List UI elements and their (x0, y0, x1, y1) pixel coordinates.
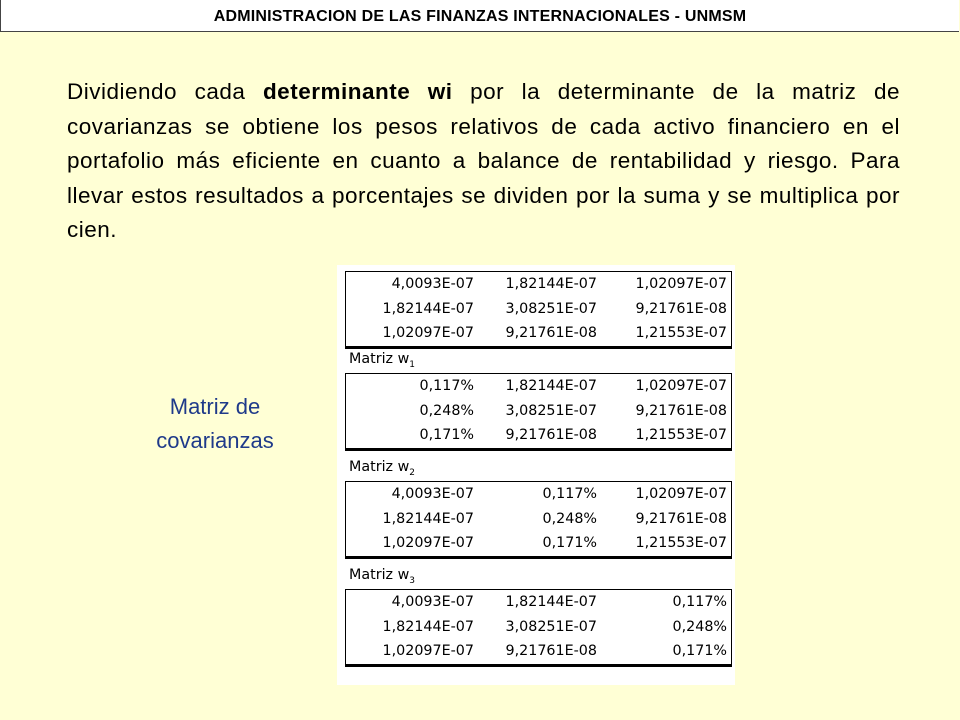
table-row (346, 374, 731, 399)
table-row (346, 482, 731, 507)
matrix-w2-label-sub: 2 (409, 467, 416, 478)
matrix-cell: 1,21553E-07 (635, 535, 727, 551)
covariance-matrix-caption (110, 390, 320, 458)
matrix-w1-label-text: Matriz w (349, 351, 410, 367)
matrix-cell: 1,82144E-07 (382, 300, 474, 317)
matrix-cell: 3,08251E-07 (505, 618, 597, 635)
matrix-cell: 1,02097E-07 (635, 276, 727, 292)
matrix-w2-block (345, 481, 732, 559)
matrix-cell: 1,21553E-07 (635, 427, 727, 443)
matrix-w2-label (349, 457, 415, 477)
matrix-cell: 1,82144E-07 (382, 510, 474, 527)
matrix-cell: 3,08251E-07 (505, 300, 597, 317)
table-row (346, 507, 731, 532)
matrix-w3-block (345, 589, 732, 667)
matrix-cell: 1,02097E-07 (635, 378, 727, 394)
matrix-w1-label (349, 349, 415, 369)
matrix-cell: 0,117% (672, 594, 727, 610)
matrix-w1-label-sub: 1 (409, 359, 416, 370)
paragraph-bold-term: determinante wi (262, 79, 453, 104)
matrix-cell: 0,248% (542, 510, 597, 527)
matrix-cell: 0,117% (419, 378, 474, 394)
matrix-cell: 0,171% (419, 427, 474, 443)
matrix-cell: 1,02097E-07 (382, 535, 474, 551)
table-row (346, 639, 731, 664)
table-row (346, 423, 731, 448)
explanation-paragraph (67, 75, 900, 248)
matrix-cell: 1,82144E-07 (382, 618, 474, 635)
matrix-w3-label-sub: 3 (409, 575, 416, 586)
caption-line-1: Matriz de (169, 394, 261, 419)
caption-line-2: covarianzas (156, 428, 274, 453)
matrix-cell: 1,02097E-07 (382, 643, 474, 659)
matrix-cell: 4,0093E-07 (391, 486, 474, 502)
matrix-w3-label-text: Matriz w (349, 567, 410, 583)
matrix-w1-block (345, 373, 732, 451)
matrix-cell: 1,82144E-07 (505, 276, 597, 292)
matrix-cell: 9,21761E-08 (505, 427, 597, 443)
matrix-cell: 0,117% (542, 486, 597, 502)
table-row (346, 297, 731, 322)
matrix-cell: 9,21761E-08 (635, 402, 727, 419)
matrix-cell: 4,0093E-07 (391, 276, 474, 292)
matrix-cell: 3,08251E-07 (505, 402, 597, 419)
slide-header (0, 0, 959, 32)
matrix-cell: 0,248% (672, 618, 727, 635)
matrix-w3-label (349, 565, 415, 585)
table-row (346, 321, 731, 346)
paragraph-text-start: Dividiendo cada (67, 79, 263, 104)
header-title: ADMINISTRACION DE LAS FINANZAS INTERNACIONALES - UNMSM (213, 8, 747, 25)
matrix-cell: 9,21761E-08 (635, 510, 727, 527)
table-row (346, 590, 731, 615)
matrix-w2-label-text: Matriz w (349, 459, 410, 475)
table-row (346, 272, 731, 297)
matrix-cell: 4,0093E-07 (391, 594, 474, 610)
matrix-cell: 0,248% (419, 402, 474, 419)
matrices-table-image (337, 265, 735, 685)
matrix-cell: 9,21761E-08 (635, 300, 727, 317)
table-row (346, 531, 731, 556)
table-row (346, 615, 731, 640)
matrix-cell: 1,82144E-07 (505, 594, 597, 610)
matrix-cell: 1,02097E-07 (382, 325, 474, 341)
paragraph-text-end: por la determinante de la matriz de covarianzas se obtiene los pesos relativos de cada activo financiero en el portafolio más eficiente en cuanto a balance de rentabilidad y riesgo. Para llevar estos resultados a porcentajes se dividen por la suma y se multiplica por cien. (67, 79, 901, 242)
matrix-cell: 9,21761E-08 (505, 325, 597, 341)
matrix-cell: 9,21761E-08 (505, 643, 597, 659)
matrix-cell: 1,82144E-07 (505, 378, 597, 394)
matrix-cell: 1,02097E-07 (635, 486, 727, 502)
matrix-cell: 0,171% (672, 643, 727, 659)
matrix-cell: 1,21553E-07 (635, 325, 727, 341)
table-row (346, 399, 731, 424)
matrix-cell: 0,171% (542, 535, 597, 551)
covariance-matrix-block (345, 271, 732, 349)
